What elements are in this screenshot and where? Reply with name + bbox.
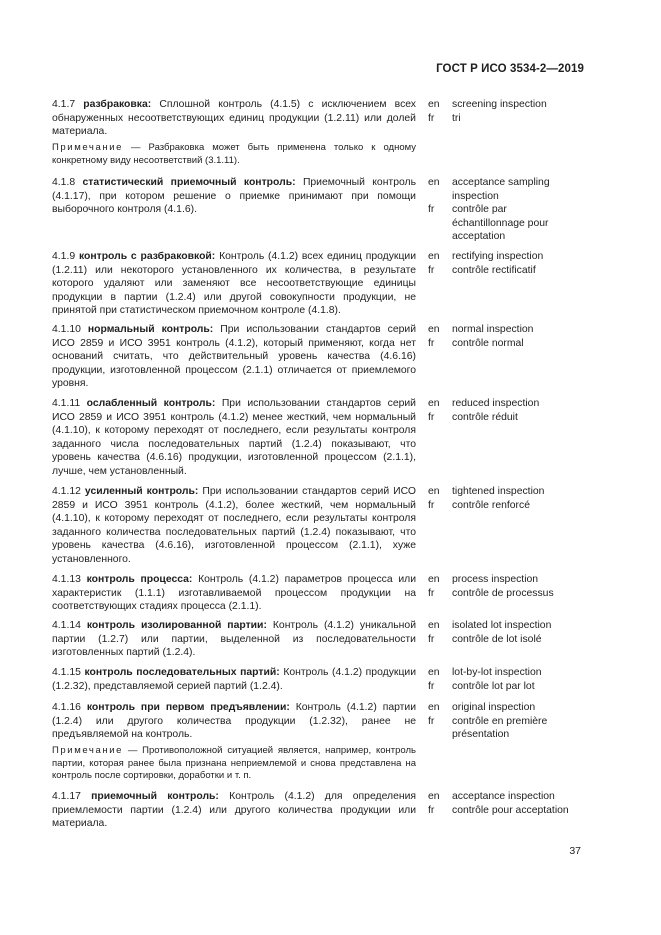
term-title: контроль процесса: xyxy=(86,574,193,585)
term-en: acceptance sampling inspection xyxy=(452,177,550,202)
definition-paragraph xyxy=(52,573,416,614)
definition-text: Контроль (4.1.2) уникальной партии (1.2.7) или партии, выделенной из последовательности изготовленных партий (1.2.4). xyxy=(52,620,417,659)
lang-row-fr xyxy=(428,715,572,742)
term-fr: contrôle renforcé xyxy=(452,499,530,511)
definition-text: Контроль (4.1.2) всех единиц продукции (1.2.11) или некоторого установленного их количества, в результате которого удаляют или заменяют все несоответствующие единицы продукции в партии (1.2.4) или другой совокупности продукции, не принятой при статистическом приемочном контроле (4.1.8). xyxy=(52,251,417,317)
entry-number: 4.1.14 xyxy=(52,620,81,631)
definition-text: При использовании стандартов серий ИСО 2859 и ИСО 3951 контроль (4.1.2), более жесткий, чем нормальный (4.1.10), к которому переходят от последнего, если результаты контроля заданного количества последовательных партий (1.2.4) показывают, что уровень качества (4.6.16), изготовленной процессом (2.1.1), хуже установленного. xyxy=(52,486,416,565)
lang-code-fr: fr xyxy=(428,411,435,423)
lang-code-fr: fr xyxy=(428,112,435,124)
entry-number: 4.1.15 xyxy=(52,667,81,678)
entry-number: 4.1.7 xyxy=(52,99,76,110)
note-label: Примечание xyxy=(52,142,123,153)
lang-row-en xyxy=(428,701,572,715)
lang-code-fr: fr xyxy=(428,337,435,349)
entry-number: 4.1.17 xyxy=(52,791,81,802)
lang-code-en: en xyxy=(428,398,440,409)
lang-code-en: en xyxy=(428,667,440,678)
standard-header: ГОСТ Р ИСО 3534-2—2019 xyxy=(436,63,584,75)
note-label: Примечание xyxy=(52,745,123,756)
definition-text: Сплошной контроль (4.1.5) с исключением всех обнаруженных несоответствующих единиц продукции (1.2.11) или долей материала. xyxy=(52,99,417,138)
definition-text: Контроль (4.1.2) параметров процесса или характеристик (1.1.1) изготавливаемой процессом продукции на соответствующих стадиях процесса (2.1.1). xyxy=(52,574,416,613)
term-fr: tri xyxy=(452,112,461,124)
term-title: приемочный контроль: xyxy=(91,791,219,802)
term-title: контроль изолированной партии: xyxy=(86,620,267,631)
term-fr: contrôle lot par lot xyxy=(452,680,535,692)
lang-row-en xyxy=(428,323,572,337)
term-title: статистический приемочный контроль: xyxy=(82,177,296,188)
term-fr: contrôle de processus xyxy=(452,587,554,599)
term-en: reduced inspection xyxy=(452,398,540,409)
term-fr: contrôle pour acceptation xyxy=(452,804,569,816)
lang-code-fr: fr xyxy=(428,715,435,727)
note-paragraph xyxy=(52,745,416,783)
equivalent-terms xyxy=(428,397,572,424)
lang-row-fr xyxy=(428,804,572,818)
lang-row-fr xyxy=(428,680,572,694)
term-en: tightened inspection xyxy=(452,486,545,497)
definition-paragraph xyxy=(52,250,416,318)
definition-paragraph xyxy=(52,701,416,742)
definition-paragraph xyxy=(52,790,416,831)
lang-row-fr xyxy=(428,264,572,278)
term-en: rectifying inspection xyxy=(452,251,544,262)
term-en: acceptance inspection xyxy=(452,791,555,802)
definition-paragraph xyxy=(52,323,416,391)
term-title: контроль с разбраковкой: xyxy=(78,251,216,262)
lang-code-fr: fr xyxy=(428,204,435,216)
lang-code-en: en xyxy=(428,324,440,335)
definition-text: При использовании стандартов серий ИСО 2859 и ИСО 3951 контроль (4.1.2), который применяют, когда нет оснований считать, что действительный уровень качества (4.6.16) продукции, изготовленной процессом (2.1.1) отличается от приемлемого уровня. xyxy=(52,324,417,390)
note-text: — Разбраковка может быть применена только к одному конкретному виду несоответствий (3.1.11). xyxy=(52,142,416,166)
term-title: контроль последовательных партий: xyxy=(84,667,280,678)
entry-number: 4.1.16 xyxy=(52,702,81,713)
term-title: разбраковка: xyxy=(83,99,152,110)
definition-text: Контроль (4.1.2) партии (1.2.4) или другого количества продукции (1.2.32), ранее не предъявляемой на контроль. xyxy=(52,702,417,741)
definition-paragraph xyxy=(52,619,416,660)
note-text: — Противоположной ситуацией является, например, контроль партии, которая ранее была признана неприемлемой и снова представлена на контроль после сортировки, доработки и т. п. xyxy=(52,745,417,782)
lang-code-fr: fr xyxy=(428,264,435,276)
lang-row-fr xyxy=(428,411,572,425)
term-fr: contrôle normal xyxy=(452,337,524,349)
definition-text: Контроль (4.1.2) для определения приемлемости партии (1.2.4) или другого количества продукции или материала. xyxy=(52,791,417,830)
definition-text: Контроль (4.1.2) продукции (1.2.32), представляемой серией партий (1.2.4). xyxy=(52,667,416,692)
term-fr: contrôle de lot isolé xyxy=(452,633,542,645)
note-paragraph xyxy=(52,142,416,167)
equivalent-terms xyxy=(428,323,572,350)
lang-row-fr xyxy=(428,112,572,126)
equivalent-terms xyxy=(428,250,572,277)
definition-paragraph xyxy=(52,176,416,217)
lang-row-en xyxy=(428,666,572,680)
lang-code-fr: fr xyxy=(428,680,435,692)
entry-number: 4.1.11 xyxy=(52,398,81,409)
lang-row-en xyxy=(428,619,572,633)
lang-code-en: en xyxy=(428,702,440,713)
lang-row-en xyxy=(428,485,572,499)
term-en: process inspection xyxy=(452,574,539,585)
lang-code-en: en xyxy=(428,791,440,802)
lang-code-en: en xyxy=(428,251,440,262)
lang-row-en xyxy=(428,397,572,411)
entry-number: 4.1.10 xyxy=(52,324,81,335)
lang-row-fr xyxy=(428,337,572,351)
lang-row-fr xyxy=(428,587,572,601)
equivalent-terms xyxy=(428,485,572,512)
equivalent-terms xyxy=(428,701,572,742)
entry-number: 4.1.8 xyxy=(52,177,76,188)
term-title: усиленный контроль: xyxy=(84,486,199,497)
term-fr: contrôle par échantillonnage pour acceptation xyxy=(452,204,549,243)
term-title: контроль при первом предъявлении: xyxy=(86,702,290,713)
term-en: isolated lot inspection xyxy=(452,620,552,631)
definition-text: Приемочный контроль (4.1.17), при котором решение о приемке принимают при помощи выборочного контроля (4.1.6). xyxy=(52,177,416,216)
lang-code-fr: fr xyxy=(428,804,435,816)
entry-number: 4.1.12 xyxy=(52,486,81,497)
term-title: ослабленный контроль: xyxy=(86,398,216,409)
lang-row-en xyxy=(428,250,572,264)
definition-paragraph xyxy=(52,397,416,479)
lang-code-fr: fr xyxy=(428,587,435,599)
definition-paragraph xyxy=(52,485,416,567)
term-en: normal inspection xyxy=(452,324,534,335)
lang-row-fr xyxy=(428,499,572,513)
definition-paragraph xyxy=(52,666,416,693)
entry-number: 4.1.13 xyxy=(52,574,81,585)
term-fr: contrôle rectificatif xyxy=(452,264,536,276)
lang-row-en xyxy=(428,573,572,587)
lang-code-en: en xyxy=(428,177,440,188)
lang-row-en xyxy=(428,176,572,203)
lang-code-fr: fr xyxy=(428,633,435,645)
lang-code-fr: fr xyxy=(428,499,435,511)
equivalent-terms xyxy=(428,666,572,693)
term-en: screening inspection xyxy=(452,99,547,110)
lang-row-fr xyxy=(428,203,572,244)
lang-code-en: en xyxy=(428,574,440,585)
term-fr: contrôle en première présentation xyxy=(452,715,548,741)
term-title: нормальный контроль: xyxy=(87,324,214,335)
equivalent-terms xyxy=(428,619,572,646)
lang-row-fr xyxy=(428,633,572,647)
term-fr: contrôle réduit xyxy=(452,411,518,423)
equivalent-terms xyxy=(428,790,572,817)
definition-text: При использовании стандартов серий ИСО 2859 и ИСО 3951 контроль (4.1.2) менее жесткий, чем нормальный (4.1.10), к которому переходят от последнего, если результаты контроля заданного числа последовательных партий (1.2.4) показывают, что уровень качества (4.6.16) продукции, изготовленной процессом (2.1.1), лучше, чем установленный. xyxy=(52,398,416,477)
definition-paragraph xyxy=(52,98,416,139)
lang-code-en: en xyxy=(428,99,440,110)
lang-code-en: en xyxy=(428,620,440,631)
term-en: original inspection xyxy=(452,702,536,713)
equivalent-terms xyxy=(428,98,572,125)
equivalent-terms xyxy=(428,573,572,600)
lang-code-en: en xyxy=(428,486,440,497)
term-en: lot-by-lot inspection xyxy=(452,667,542,678)
lang-row-en xyxy=(428,790,572,804)
page-number: 37 xyxy=(569,845,581,857)
entry-number: 4.1.9 xyxy=(52,251,76,262)
equivalent-terms xyxy=(428,176,572,244)
lang-row-en xyxy=(428,98,572,112)
